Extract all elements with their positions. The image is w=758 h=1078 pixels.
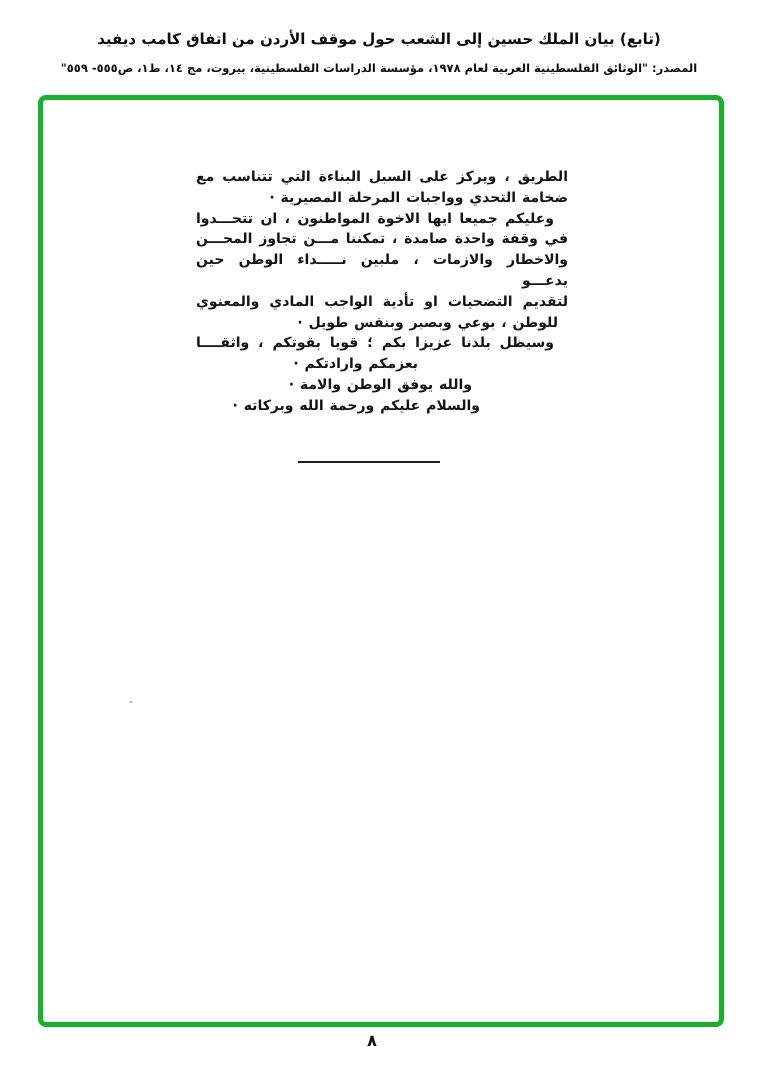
scan-artifact-speck <box>129 701 133 703</box>
body-line: للوطن ، بوعي وبصبر وبنفس طويل · <box>297 314 558 331</box>
body-line: الطريق ، ويركز على السبل البناءة التي تتناسب مع <box>196 169 568 185</box>
body-line: والله يوفق الوطن والامة · <box>288 376 472 393</box>
document-title: (تابع) بيان الملك حسين إلى الشعب حول موقف الأردن من اتفاق كامب ديفيد <box>97 30 661 48</box>
body-line: ضخامة التحدي وواجبات المرحلة المصيرية · <box>269 189 568 206</box>
section-divider-line <box>298 461 440 463</box>
body-text-block <box>196 167 568 417</box>
body-line: والاخطار والازمات ، ملبين نـــــداء الوطن حين يدعـــو <box>196 252 568 289</box>
page-number: ٨ <box>367 1031 377 1050</box>
body-line: في وقفة واحدة صامدة ، تمكننا مـــن تجاوز المحـــن <box>196 231 568 248</box>
body-line: والسلام عليكم ورحمة الله وبركاته · <box>232 397 480 414</box>
body-line: وسيظل بلدنا عزيزا بكم ؛ قويا بقوتكم ، واثقــــا <box>196 335 554 352</box>
body-line: بعزمكم وارادتكم · <box>293 356 418 373</box>
body-line: لتقديم التضحيات او تأدية الواجب المادي والمعنوي <box>196 293 568 310</box>
body-line: وعليكم جميعا ايها الاخوة المواطنون ، ان تتحـــدوا <box>196 210 554 227</box>
document-source-citation: المصدر: "الوثائق الفلسطينية العربية لعام ١٩٧٨، مؤسسة الدراسات الفلسطينية، بيروت، مج ١٤، ط١، ص٥٥٥- ٥٥٩" <box>60 61 698 75</box>
